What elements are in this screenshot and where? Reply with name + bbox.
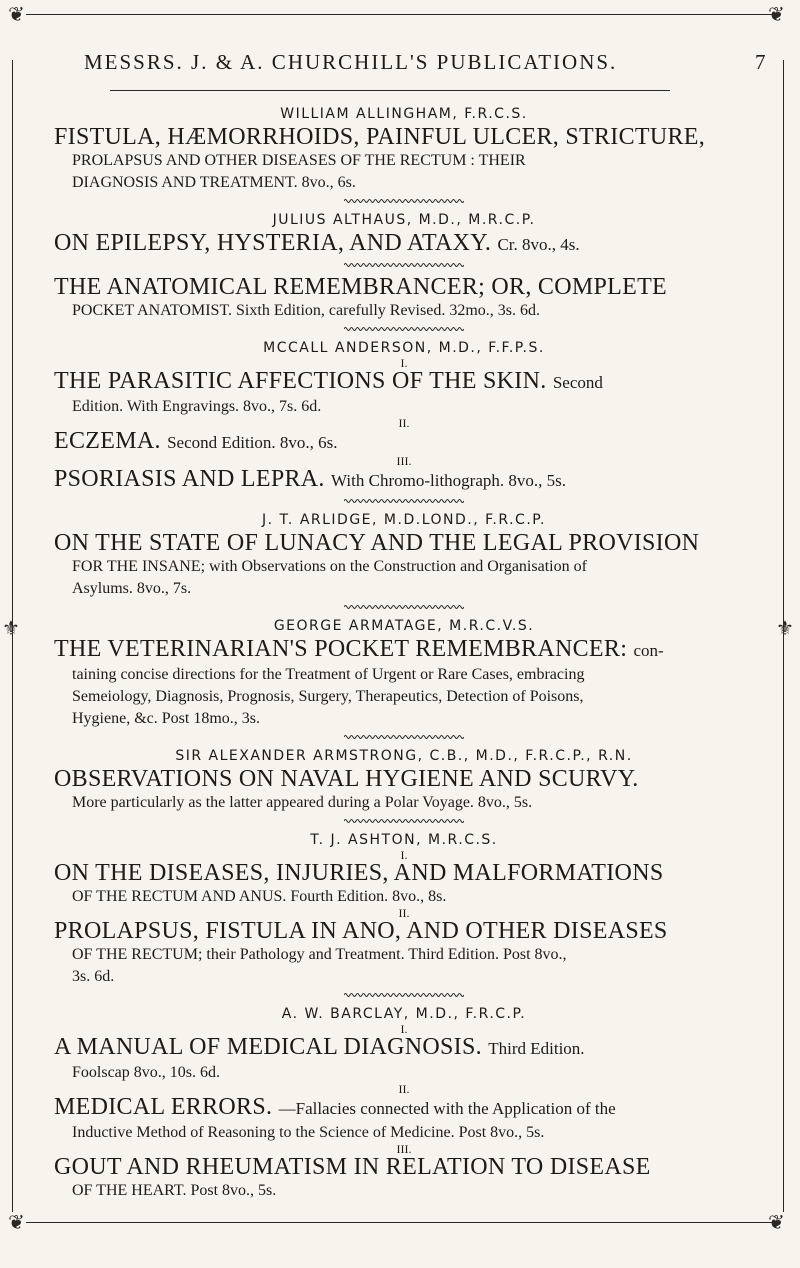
header-rule <box>110 90 670 91</box>
publisher-header: MESSRS. J. & A. CHURCHILL'S PUBLICATIONS. <box>84 50 618 74</box>
corner-ornament-icon: ❦ <box>768 2 785 26</box>
book-detail-line: DIAGNOSIS AND TREATMENT. 8vo., 6s. <box>72 174 356 191</box>
book-title-text: THE ANATOMICAL REMEMBRANCER; OR, COMPLETE <box>54 274 668 300</box>
book-detail-line: Edition. With Engravings. 8vo., 7s. 6d. <box>72 398 322 415</box>
book-title-tail: Second Edition. 8vo., 6s. <box>167 433 338 452</box>
book-detail-line: Hygiene, &c. Post 18mo., 3s. <box>72 710 260 727</box>
catalogue-entry <box>54 274 754 332</box>
book-title <box>54 1094 754 1122</box>
book-title <box>54 368 754 396</box>
page-number: 7 <box>755 50 766 74</box>
book-title-text: A MANUAL OF MEDICAL DIAGNOSIS. <box>54 1034 482 1060</box>
book-detail-line: Semeiology, Diagnosis, Prognosis, Surgery, Therapeutics, Detection of Poisons, <box>72 688 584 705</box>
book-title-text: ON EPILEPSY, HYSTERIA, AND ATAXY. <box>54 230 492 256</box>
catalogue-entry <box>54 746 754 824</box>
book-detail-line: PROLAPSUS AND OTHER DISEASES OF THE RECTUM : THEIR <box>72 152 526 169</box>
wavy-divider <box>344 262 464 268</box>
author-name: A. W. BARCLAY, M.D., F.R.C.P. <box>281 1006 527 1022</box>
book-title <box>54 1034 754 1062</box>
book-title-text: THE PARASITIC AFFECTIONS OF THE SKIN. <box>54 368 547 394</box>
book-title <box>54 530 754 556</box>
catalogue-entry <box>54 338 754 504</box>
catalogue-entries <box>54 104 754 1202</box>
item-number: I. <box>400 356 408 370</box>
book-title <box>54 124 754 150</box>
book-title-tail: con- <box>633 641 664 660</box>
wavy-divider <box>344 198 464 204</box>
corner-ornament-icon: ❦ <box>8 1210 25 1234</box>
book-title-text: ON THE STATE OF LUNACY AND THE LEGAL PROVISION <box>54 530 700 556</box>
item-number: III. <box>396 1142 412 1156</box>
book-title-tail: With Chromo-lithograph. 8vo., 5s. <box>331 471 566 490</box>
item-number: II. <box>398 1082 410 1096</box>
book-title <box>54 766 754 792</box>
book-title-text: ON THE DISEASES, INJURIES, AND MALFORMATIONS <box>54 860 664 886</box>
bottom-border-rule <box>26 1222 774 1223</box>
book-title <box>54 428 754 456</box>
top-border-rule <box>26 14 774 15</box>
book-detail-line: More particularly as the latter appeared during a Polar Voyage. 8vo., 5s. <box>72 794 533 811</box>
book-detail-line: Asylums. 8vo., 7s. <box>72 580 192 597</box>
catalogue-entry <box>54 104 754 204</box>
wavy-divider <box>344 992 464 998</box>
book-title-text: GOUT AND RHEUMATISM IN RELATION TO DISEASE <box>54 1154 651 1180</box>
book-detail-line: OF THE RECTUM AND ANUS. Fourth Edition. 8vo., 8s. <box>72 888 447 905</box>
author-name: JULIUS ALTHAUS, M.D., M.R.C.P. <box>272 212 536 228</box>
wavy-divider <box>344 604 464 610</box>
book-title-text: PROLAPSUS, FISTULA IN ANO, AND OTHER DISEASES <box>54 918 668 944</box>
author-name: GEORGE ARMATAGE, M.R.C.V.S. <box>273 618 535 634</box>
book-title-text: THE VETERINARIAN'S POCKET REMEMBRANCER: <box>54 636 628 662</box>
item-number: II. <box>398 906 410 920</box>
book-detail-line: OF THE HEART. Post 8vo., 5s. <box>72 1182 277 1199</box>
catalogue-entry <box>54 210 754 268</box>
catalogue-entry <box>54 830 754 998</box>
book-title-text: ECZEMA. <box>54 428 161 454</box>
wavy-divider <box>344 498 464 504</box>
book-detail-line: taining concise directions for the Treatment of Urgent or Rare Cases, embracing <box>72 666 585 683</box>
book-title <box>54 636 754 664</box>
author-name: WILLIAM ALLINGHAM, F.R.C.S. <box>280 106 528 122</box>
book-detail-line: FOR THE INSANE; with Observations on the Construction and Organisation of <box>72 558 587 575</box>
author-name: T. J. ASHTON, M.R.C.S. <box>310 832 498 848</box>
book-detail-line: 3s. 6d. <box>72 968 115 985</box>
catalogue-entry <box>54 510 754 610</box>
book-title-text: MEDICAL ERRORS. <box>54 1094 273 1120</box>
side-ornament-icon: ⚜ <box>2 616 20 640</box>
wavy-divider <box>344 818 464 824</box>
corner-ornament-icon: ❦ <box>8 2 25 26</box>
item-number: I. <box>400 1022 408 1036</box>
book-detail-line: Foolscap 8vo., 10s. 6d. <box>72 1064 220 1081</box>
side-ornament-icon: ⚜ <box>776 616 794 640</box>
book-detail-line: POCKET ANATOMIST. Sixth Edition, carefully Revised. 32mo., 3s. 6d. <box>72 302 540 319</box>
book-title <box>54 466 754 494</box>
book-title <box>54 918 754 944</box>
wavy-divider <box>344 326 464 332</box>
catalogue-entry <box>54 616 754 740</box>
item-number: II. <box>398 416 410 430</box>
book-title-tail: Cr. 8vo., 4s. <box>497 235 580 254</box>
book-title <box>54 1154 754 1180</box>
corner-ornament-icon: ❦ <box>768 1210 785 1234</box>
book-title <box>54 230 754 258</box>
book-detail-line: Inductive Method of Reasoning to the Science of Medicine. Post 8vo., 5s. <box>72 1124 545 1141</box>
item-number: I. <box>400 848 408 862</box>
wavy-divider <box>344 734 464 740</box>
author-name: SIR ALEXANDER ARMSTRONG, C.B., M.D., F.R.C.P., R.N. <box>175 748 633 764</box>
book-title-tail: —Fallacies connected with the Application of the <box>278 1099 616 1118</box>
book-title-text: OBSERVATIONS ON NAVAL HYGIENE AND SCURVY. <box>54 766 639 792</box>
author-name: MCCALL ANDERSON, M.D., F.F.P.S. <box>263 340 545 356</box>
catalogue-entry <box>54 1004 754 1202</box>
book-title-tail: Second <box>552 373 603 392</box>
book-title-text: PSORIASIS AND LEPRA. <box>54 466 325 492</box>
book-title <box>54 274 754 300</box>
book-title-text: FISTULA, HÆMORRHOIDS, PAINFUL ULCER, STRICTURE, <box>54 124 706 150</box>
item-number: III. <box>396 454 412 468</box>
book-detail-line: OF THE RECTUM; their Pathology and Treatment. Third Edition. Post 8vo., <box>72 946 567 963</box>
book-title-tail: Third Edition. <box>488 1039 585 1058</box>
book-title <box>54 860 754 886</box>
author-name: J. T. ARLIDGE, M.D.LOND., F.R.C.P. <box>262 512 546 528</box>
